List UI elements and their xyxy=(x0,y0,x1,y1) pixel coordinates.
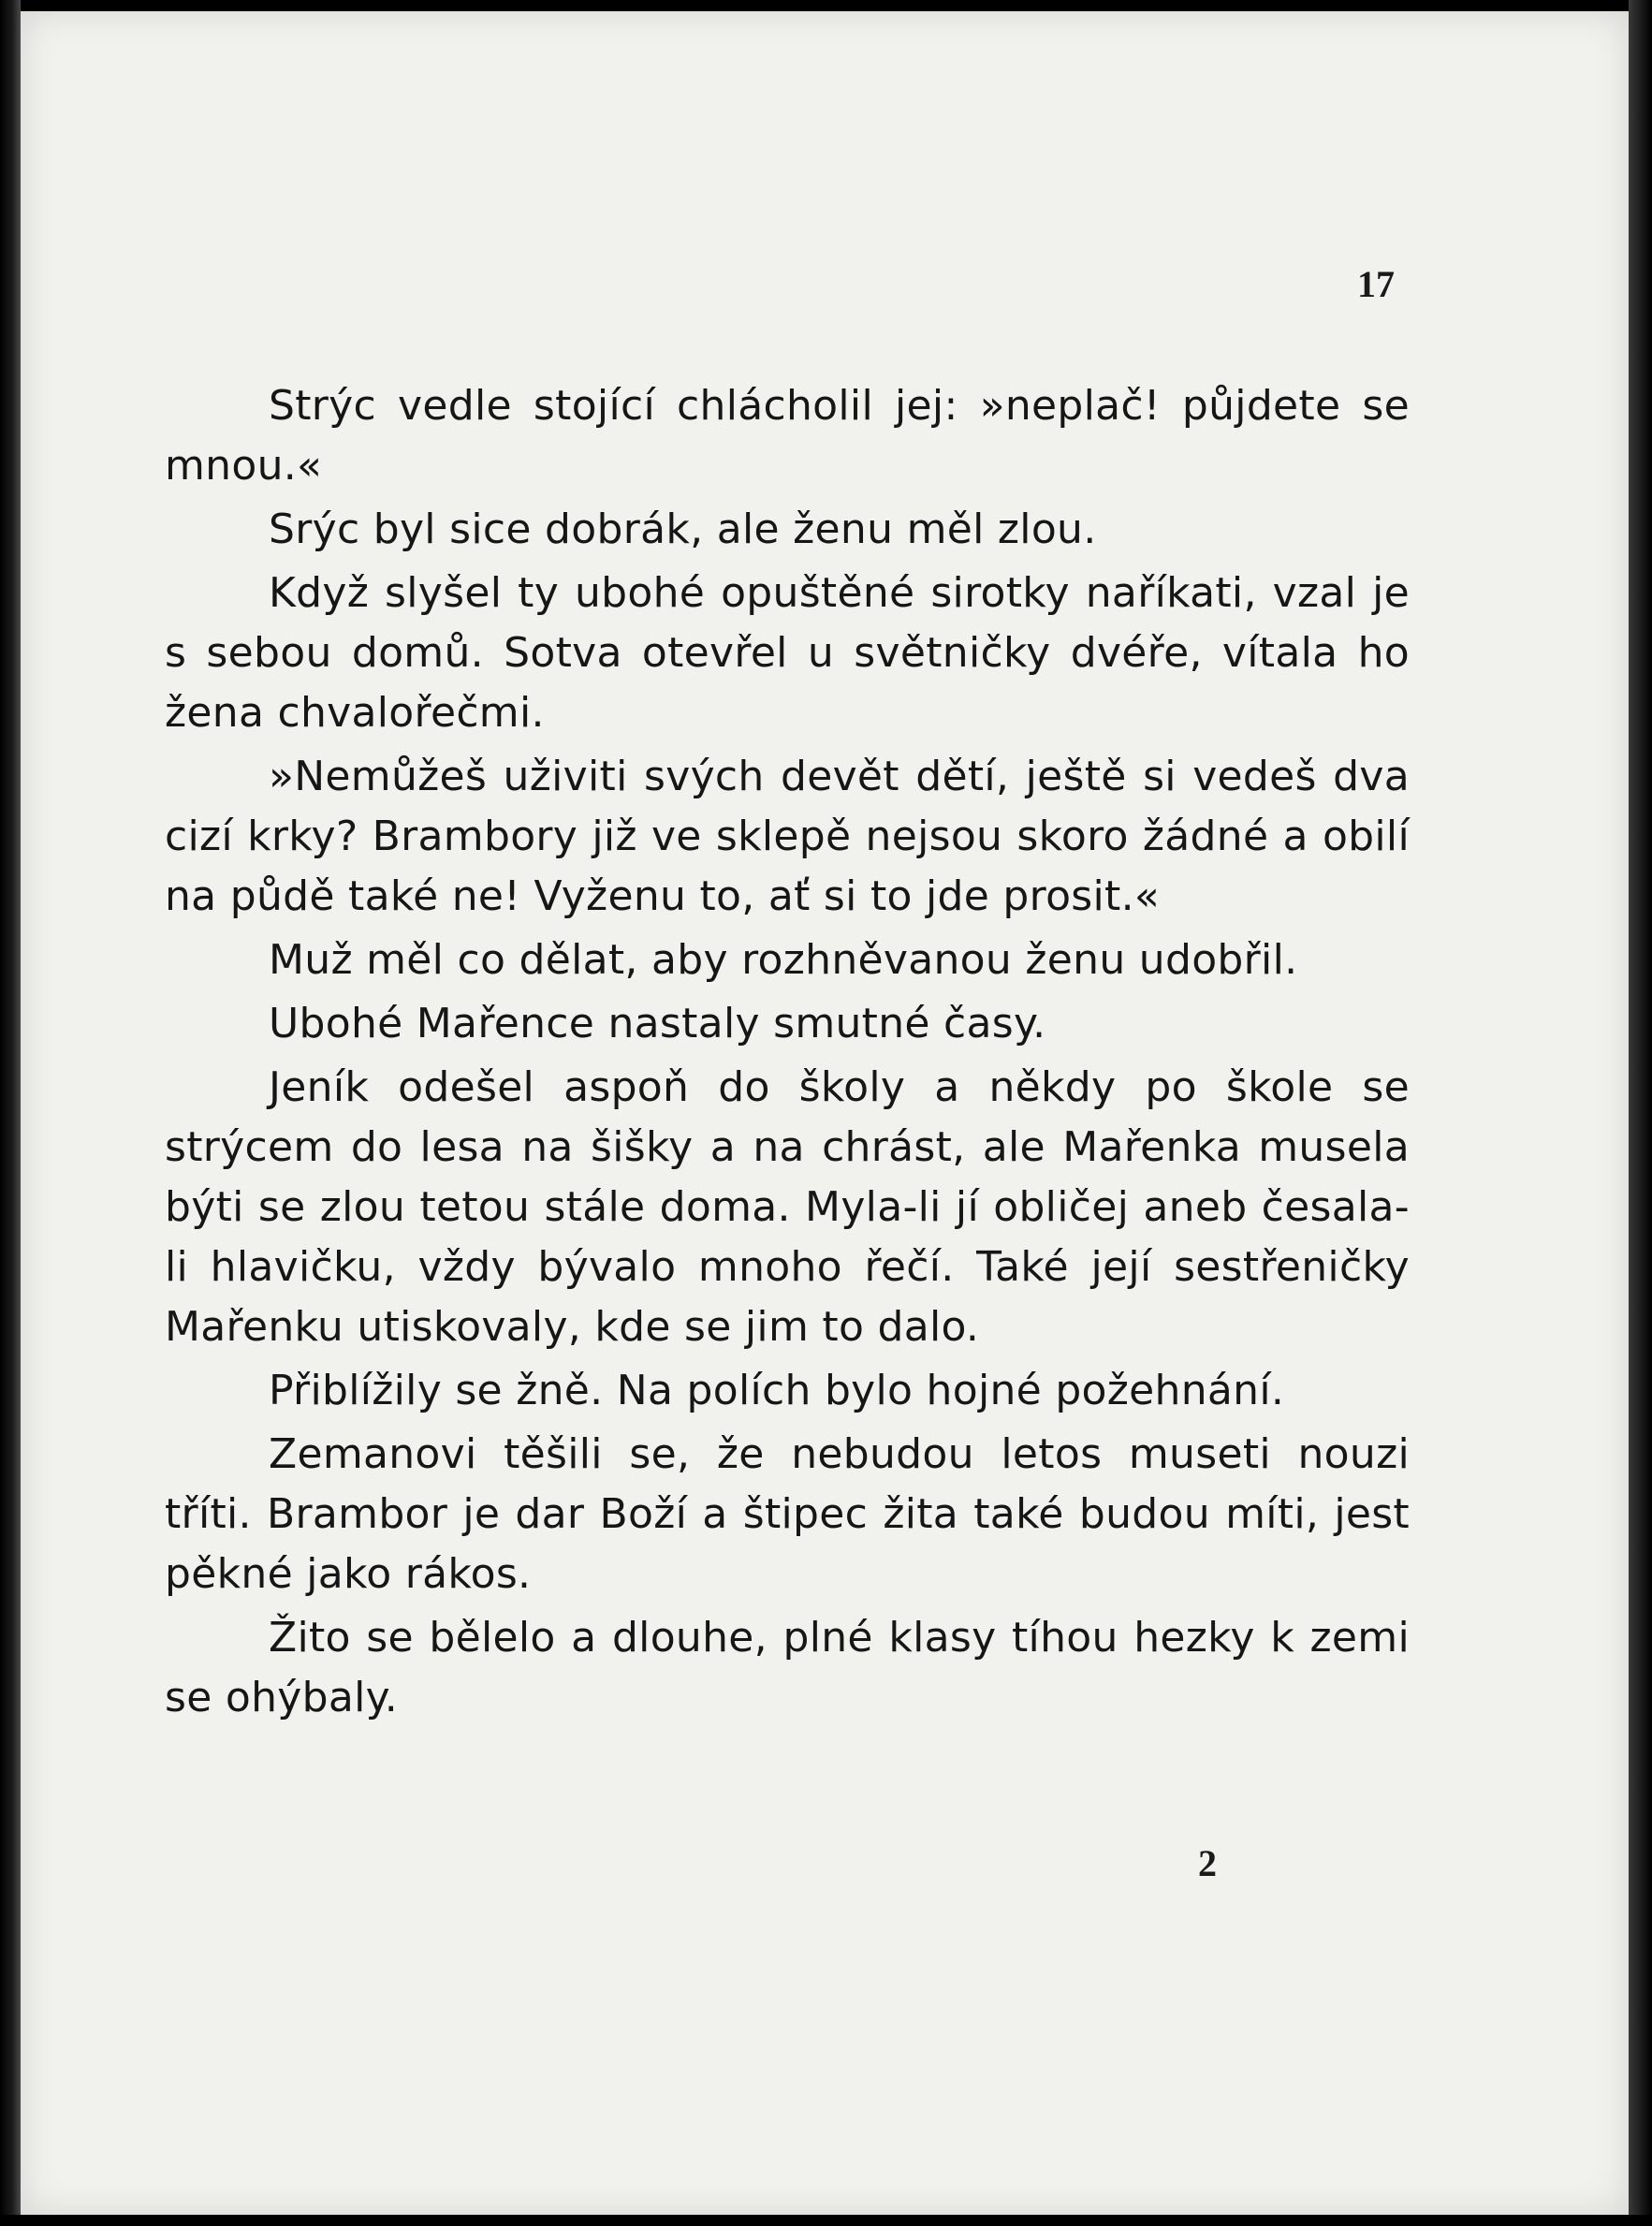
paragraph: Zemanovi těšili se, že nebudou letos museti nouzi tříti. Brambor je dar Boží a štipec žita také budou míti, jest pěkné jako rákos. xyxy=(165,1430,1410,1598)
paragraph: Strýc vedle stojící chlácholil jej: »neplač! půjdete se mnou.« xyxy=(165,382,1410,490)
paragraph: Ubohé Mařence nastaly smutné časy. xyxy=(269,1000,1046,1047)
book-page xyxy=(21,11,1629,2215)
paragraph: »Nemůžeš uživiti svých devět dětí, ještě si vedeš dva cizí krky? Brambory již ve sklepě nejsou skoro žádné a obilí na půdě také ne! Vyženu to, ať si to jde prosit.« xyxy=(165,753,1410,920)
printer-signature-mark: 2 xyxy=(1198,1842,1217,1884)
paragraph: Když slyšel ty ubohé opuštěné sirotky naříkati, vzal je s sebou domů. Sotva otevřel u světničky dvéře, vítala ho žena chvalořečmi. xyxy=(165,569,1410,737)
scan-border-bottom xyxy=(0,2215,1652,2226)
paragraph: Žito se bělelo a dlouhe, plné klasy tíhou hezky k zemi se ohýbaly. xyxy=(165,1614,1410,1721)
paragraph: Muž měl co dělat, aby rozhněvanou ženu udobřil. xyxy=(269,936,1298,984)
body-text xyxy=(165,376,1410,1732)
scan-border-top xyxy=(0,0,1652,11)
paragraph: Srýc byl sice dobrák, ale ženu měl zlou. xyxy=(269,505,1097,553)
paragraph: Přiblížily se žně. Na polích bylo hojné požehnání. xyxy=(269,1367,1285,1414)
paragraph: Jeník odešel aspoň do školy a někdy po škole se strýcem do lesa na šišky a na chrást, ale Mařenka musela býti se zlou tetou stále doma. Myla-li jí obličej aneb česala-li hlavičku, vždy bývalo mnoho řečí. Také její sestřeničky Mařenku utiskovaly, kde se jim to dalo. xyxy=(165,1063,1410,1351)
page-number: 17 xyxy=(1357,263,1395,305)
scan-border-right xyxy=(1629,0,1652,2226)
book-spine-shadow xyxy=(0,0,21,2226)
